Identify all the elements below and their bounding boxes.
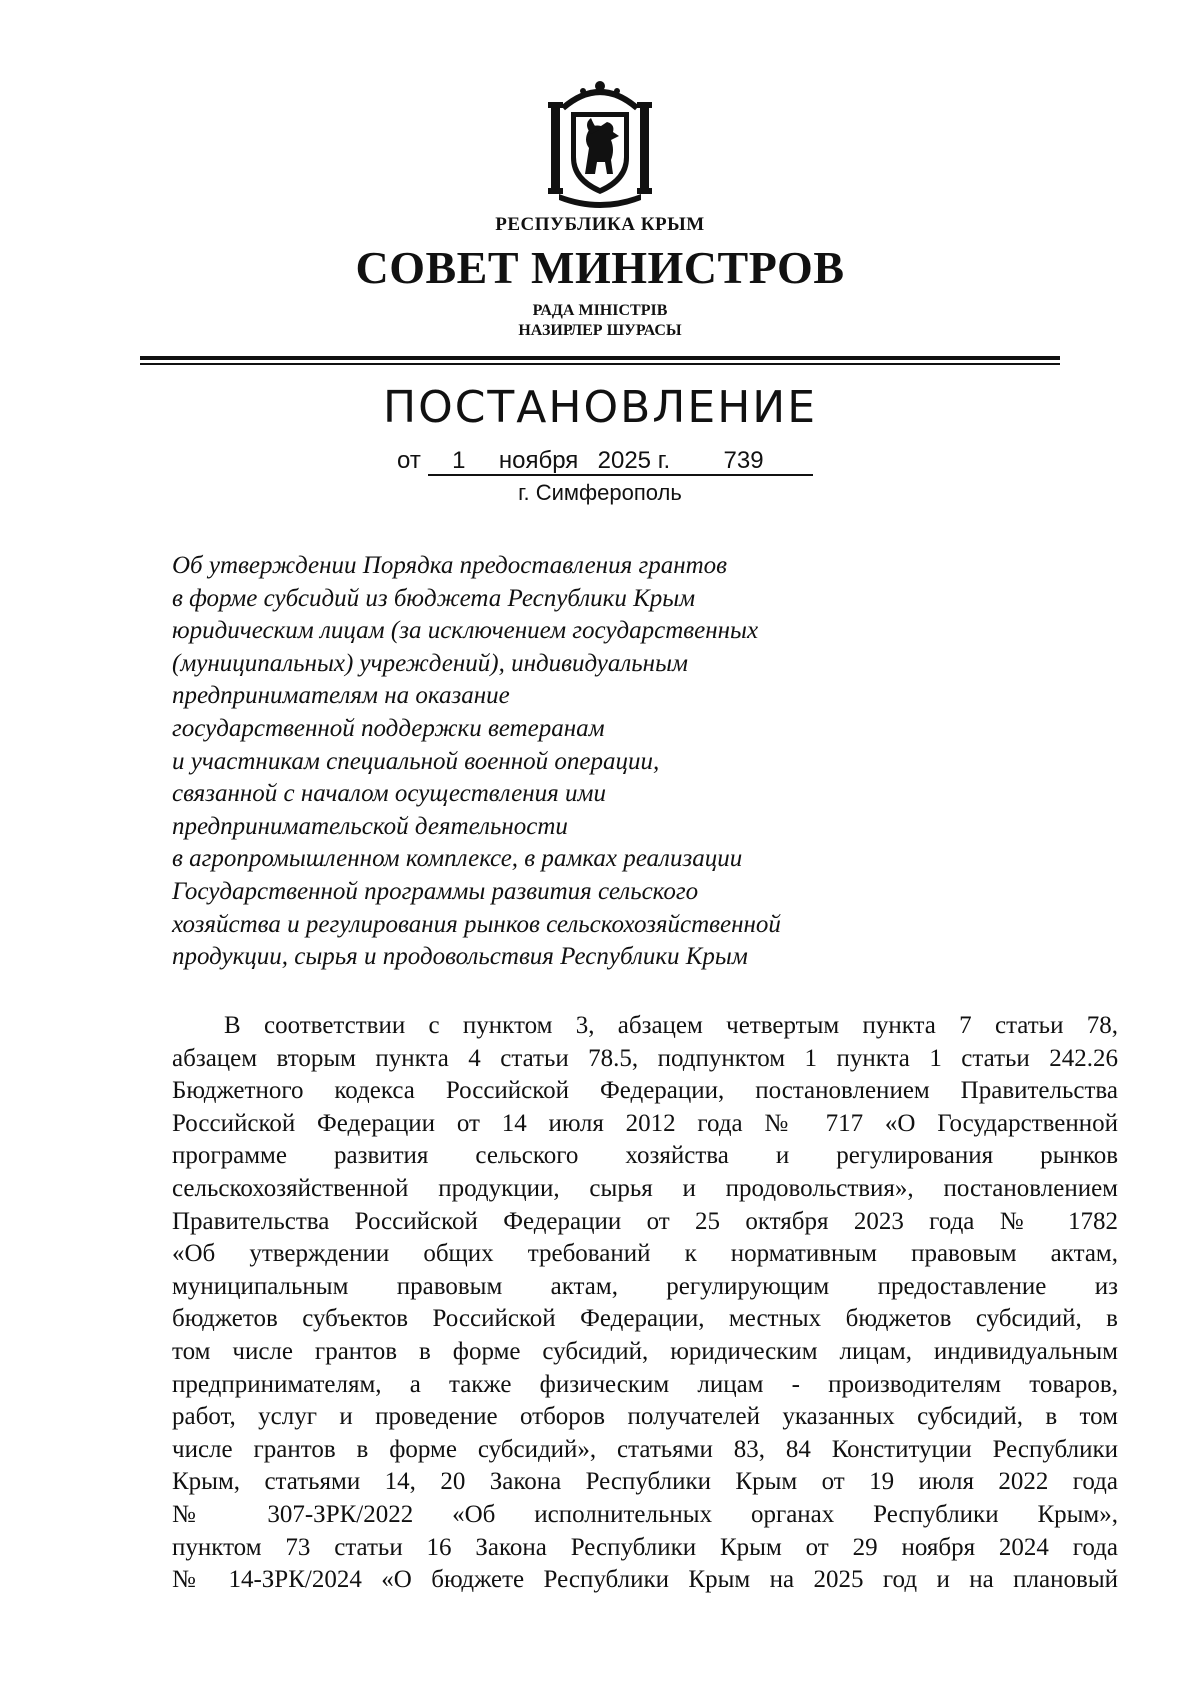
body-text-line: Российской Федерации от 14 июля 2012 года № 717 «О Государственной: [172, 1109, 1118, 1137]
body-text-line: № 307-ЗРК/2022 «Об исполнительных органах Республики Крым»,: [172, 1500, 1118, 1528]
body-text-line: «Об утверждении общих требований к нормативным правовым актам,: [172, 1240, 1118, 1268]
subject-line: в агропромышленном комплексе, в рамках реализации: [172, 845, 743, 873]
subject-line: связанной с началом осуществления ими: [172, 780, 606, 808]
date-day: 1: [452, 447, 466, 474]
body-text-line: муниципальным правовым актам, регулирующим предоставление из: [172, 1272, 1118, 1300]
header-divider-thin: [140, 363, 1060, 365]
date-underline: [428, 474, 813, 476]
subject-line: в форме субсидий из бюджета Республики Крым: [172, 584, 696, 612]
decree-number: 739: [723, 447, 764, 474]
decree-body-text: [172, 1010, 1118, 1597]
body-text-line: Крым, статьями 14, 20 Закона Республики Крым от 19 июля 2022 года: [172, 1468, 1118, 1496]
subject-line: государственной поддержки ветеранам: [172, 714, 605, 742]
republic-name: РЕСПУБЛИКА КРЫМ: [495, 214, 705, 235]
body-text-line: программе развития сельского хозяйства и регулирования рынков: [172, 1142, 1118, 1170]
council-title-translations: [0, 301, 1200, 341]
date-suffix: г.: [657, 447, 671, 474]
subject-line: (муниципальных) учреждений), индивидуальным: [172, 649, 688, 677]
council-title-ukrainian: РАДА МІНІСТРІВ: [532, 302, 668, 319]
subject-line: предпринимательской деятельности: [172, 812, 568, 840]
body-text-line: работ, услуг и проведение отборов получателей указанных субсидий, в том: [172, 1403, 1118, 1431]
body-text-line: предпринимателям, а также физическим лицам - производителям товаров,: [172, 1370, 1118, 1398]
date-month: ноября: [498, 447, 579, 474]
crimea-coat-of-arms-icon: [545, 78, 655, 208]
body-text-line: Бюджетного кодекса Российской Федерации, постановлением Правительства: [172, 1077, 1118, 1105]
date-prefix: от: [397, 447, 421, 474]
header-divider-thick: [140, 356, 1060, 360]
date-year: 2025: [597, 447, 652, 474]
body-text-line: пунктом 73 статьи 16 Закона Республики Крым от 29 ноября 2024 года: [172, 1533, 1118, 1561]
body-text-line: числе грантов в форме субсидий», статьями 83, 84 Конституции Республики: [172, 1435, 1118, 1463]
body-text-line: бюджетов субъектов Российской Федерации, местных бюджетов субсидий, в: [172, 1305, 1118, 1333]
subject-line: предпринимателям на оказание: [172, 682, 510, 710]
subject-line: юридическим лицам (за исключением государственных: [172, 617, 759, 645]
decree-subject: [172, 550, 932, 974]
body-text-line: В соответствии с пунктом 3, абзацем четвертым пункта 7 статьи 78,: [224, 1012, 1118, 1039]
body-text-line: абзацем вторым пункта 4 статьи 78.5, подпунктом 1 пункта 1 статьи 242.26: [172, 1044, 1118, 1072]
subject-line: и участникам специальной военной операции,: [172, 747, 660, 775]
subject-line: Государственной программы развития сельского: [172, 877, 699, 905]
document-type-title: ПОСТАНОВЛЕНИЕ: [382, 382, 817, 433]
body-text-line: том числе грантов в форме субсидий, юридическим лицам, индивидуальным: [172, 1337, 1118, 1365]
council-title-crimean-tatar: НАЗИРЛЕР ШУРАСЫ: [518, 322, 682, 339]
subject-line: хозяйства и регулирования рынков сельскохозяйственной: [172, 910, 781, 938]
body-text-line: сельскохозяйственной продукции, сырья и продовольствия», постановлением: [172, 1174, 1118, 1202]
council-title: СОВЕТ МИНИСТРОВ: [355, 242, 845, 293]
body-text-line: Правительства Российской Федерации от 25 октября 2023 года № 1782: [172, 1207, 1118, 1235]
body-text-line: № 14-ЗРК/2024 «О бюджете Республики Крым на 2025 год и на плановый: [172, 1566, 1118, 1594]
subject-line: Об утверждении Порядка предоставления грантов: [172, 552, 728, 579]
subject-line: продукции, сырья и продовольствия Республики Крым: [172, 943, 748, 971]
decree-city: г. Симферополь: [518, 480, 682, 505]
